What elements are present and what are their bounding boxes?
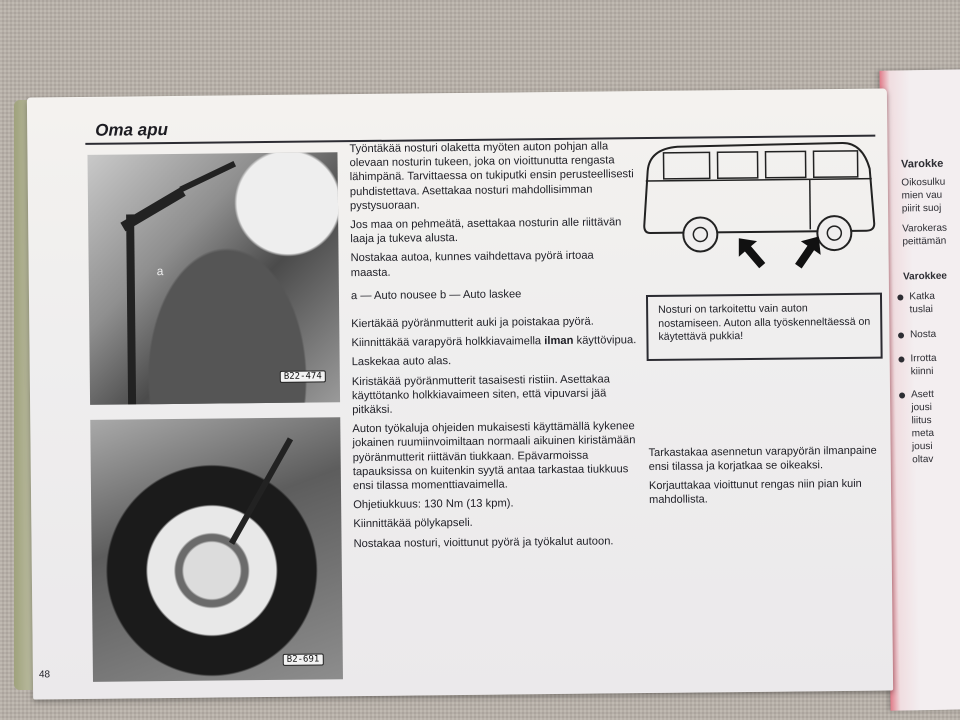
page-number: 48	[38, 669, 51, 681]
text-span: Kiinnittäkää varapyörä holkkiavaimella	[351, 335, 545, 350]
next-page-heading: Varokke	[900, 157, 944, 171]
next-page-line: Oikosulku	[901, 176, 946, 189]
right-column	[649, 444, 890, 513]
photo-label: B22-474	[280, 370, 326, 382]
next-page-heading: Varokkee	[902, 270, 948, 283]
manual-page	[27, 89, 893, 700]
next-page-line: Varokeras	[902, 222, 948, 235]
emphasis-text: ilman	[544, 335, 574, 348]
next-page-bullet: Asett jousi liitus meta jousi oltav	[910, 388, 935, 466]
text-span: käyttövipua.	[573, 334, 637, 348]
next-page-bullet: Katka tuslai	[909, 290, 936, 316]
instruction-paragraph: Nostakaa nosturi, vioittunut pyörä ja työkalut autoon.	[353, 535, 614, 550]
direction-label: a	[156, 264, 164, 279]
jack-handle	[179, 161, 236, 192]
instruction-paragraph: Korjauttakaa vioittunut rengas niin pian kuin mahdollista.	[648, 477, 862, 507]
next-page-bullet: Irrotta kiinni	[910, 352, 937, 378]
next-page-line: peittämän	[902, 235, 947, 248]
bullet-icon	[899, 392, 905, 398]
bullet-icon	[898, 332, 904, 338]
instruction-paragraph: Kiertäkää pyöränmutterit auki ja poistakaa pyörä.	[351, 315, 594, 331]
jack-post	[126, 214, 136, 404]
instruction-paragraph: Kiristäkää pyöränmutterit tasaisesti ristiin. Asettakaa käyttötanko holkkiavaimeen siten, että vipuvarsi jää pitkäksi.	[351, 373, 610, 417]
bullet-icon	[897, 294, 903, 300]
instruction-paragraph: Jos maa on pehmeätä, asettakaa nosturin alle riittävän laaja ja tukeva alusta.	[350, 216, 622, 246]
next-page-line: piirit suoj	[901, 202, 942, 215]
instruction-paragraph	[351, 333, 636, 350]
next-page-bullet: Nosta	[909, 328, 937, 341]
bullet-icon	[898, 356, 904, 362]
van-diagram	[637, 129, 879, 282]
instruction-paragraph: Kiinnittäkää pölykapseli.	[353, 517, 473, 531]
warning-box: Nosturi on tarkoitettu vain auton nostamiseen. Auton alla työskenneltäessä on käytettävä pukkia!	[646, 293, 883, 361]
arrow-icon	[730, 230, 772, 273]
wrench-handle	[229, 437, 293, 544]
instruction-paragraph: Laskekaa auto alas.	[351, 355, 452, 369]
instruction-paragraph: Auton työkaluja ohjeiden mukaisesti käyttämällä kykenee jokainen ruumiinvoimiltaan normaali aikuinen kiristämään pyöränmutterit riittävän tiukkaan. Epävarmoissa tapauksissa on kuitenkin syytä antaa tarkastaa tiukkuus ensi tilassa momenttiavaimella.	[352, 420, 636, 493]
instruction-paragraph: Ohjetiukkuus: 130 Nm (13 kpm).	[353, 497, 514, 512]
wheel-photo	[90, 417, 343, 682]
instruction-paragraph: Nostakaa autoa, kunnes vaihdettava pyörä irtoaa maasta.	[350, 250, 594, 279]
next-page-line: mien vau	[901, 189, 943, 202]
page-title: Oma apu	[95, 120, 169, 140]
jack-arm	[120, 187, 185, 231]
instruction-paragraph: Tarkastakaa asennetun varapyörän ilmanpaine ensi tilassa ja korjatkaa se oikeaksi.	[648, 444, 877, 474]
jack-photo	[87, 152, 340, 405]
instructions-column	[349, 139, 638, 556]
photo-label: B2-691	[283, 653, 324, 665]
instruction-paragraph: a — Auto nousee b — Auto laskee	[350, 288, 522, 302]
instruction-paragraph: Työntäkää nosturi olaketta myöten auton pohjan alla olevaan nosturin tukeen, joka on vioittunutta rengasta lähimpänä. Tarvittaessa on tukiputki ensin perusteellisesti puhdistettava. Asettakaa nosturi mahdollisimman pystysuoraan.	[349, 140, 634, 212]
